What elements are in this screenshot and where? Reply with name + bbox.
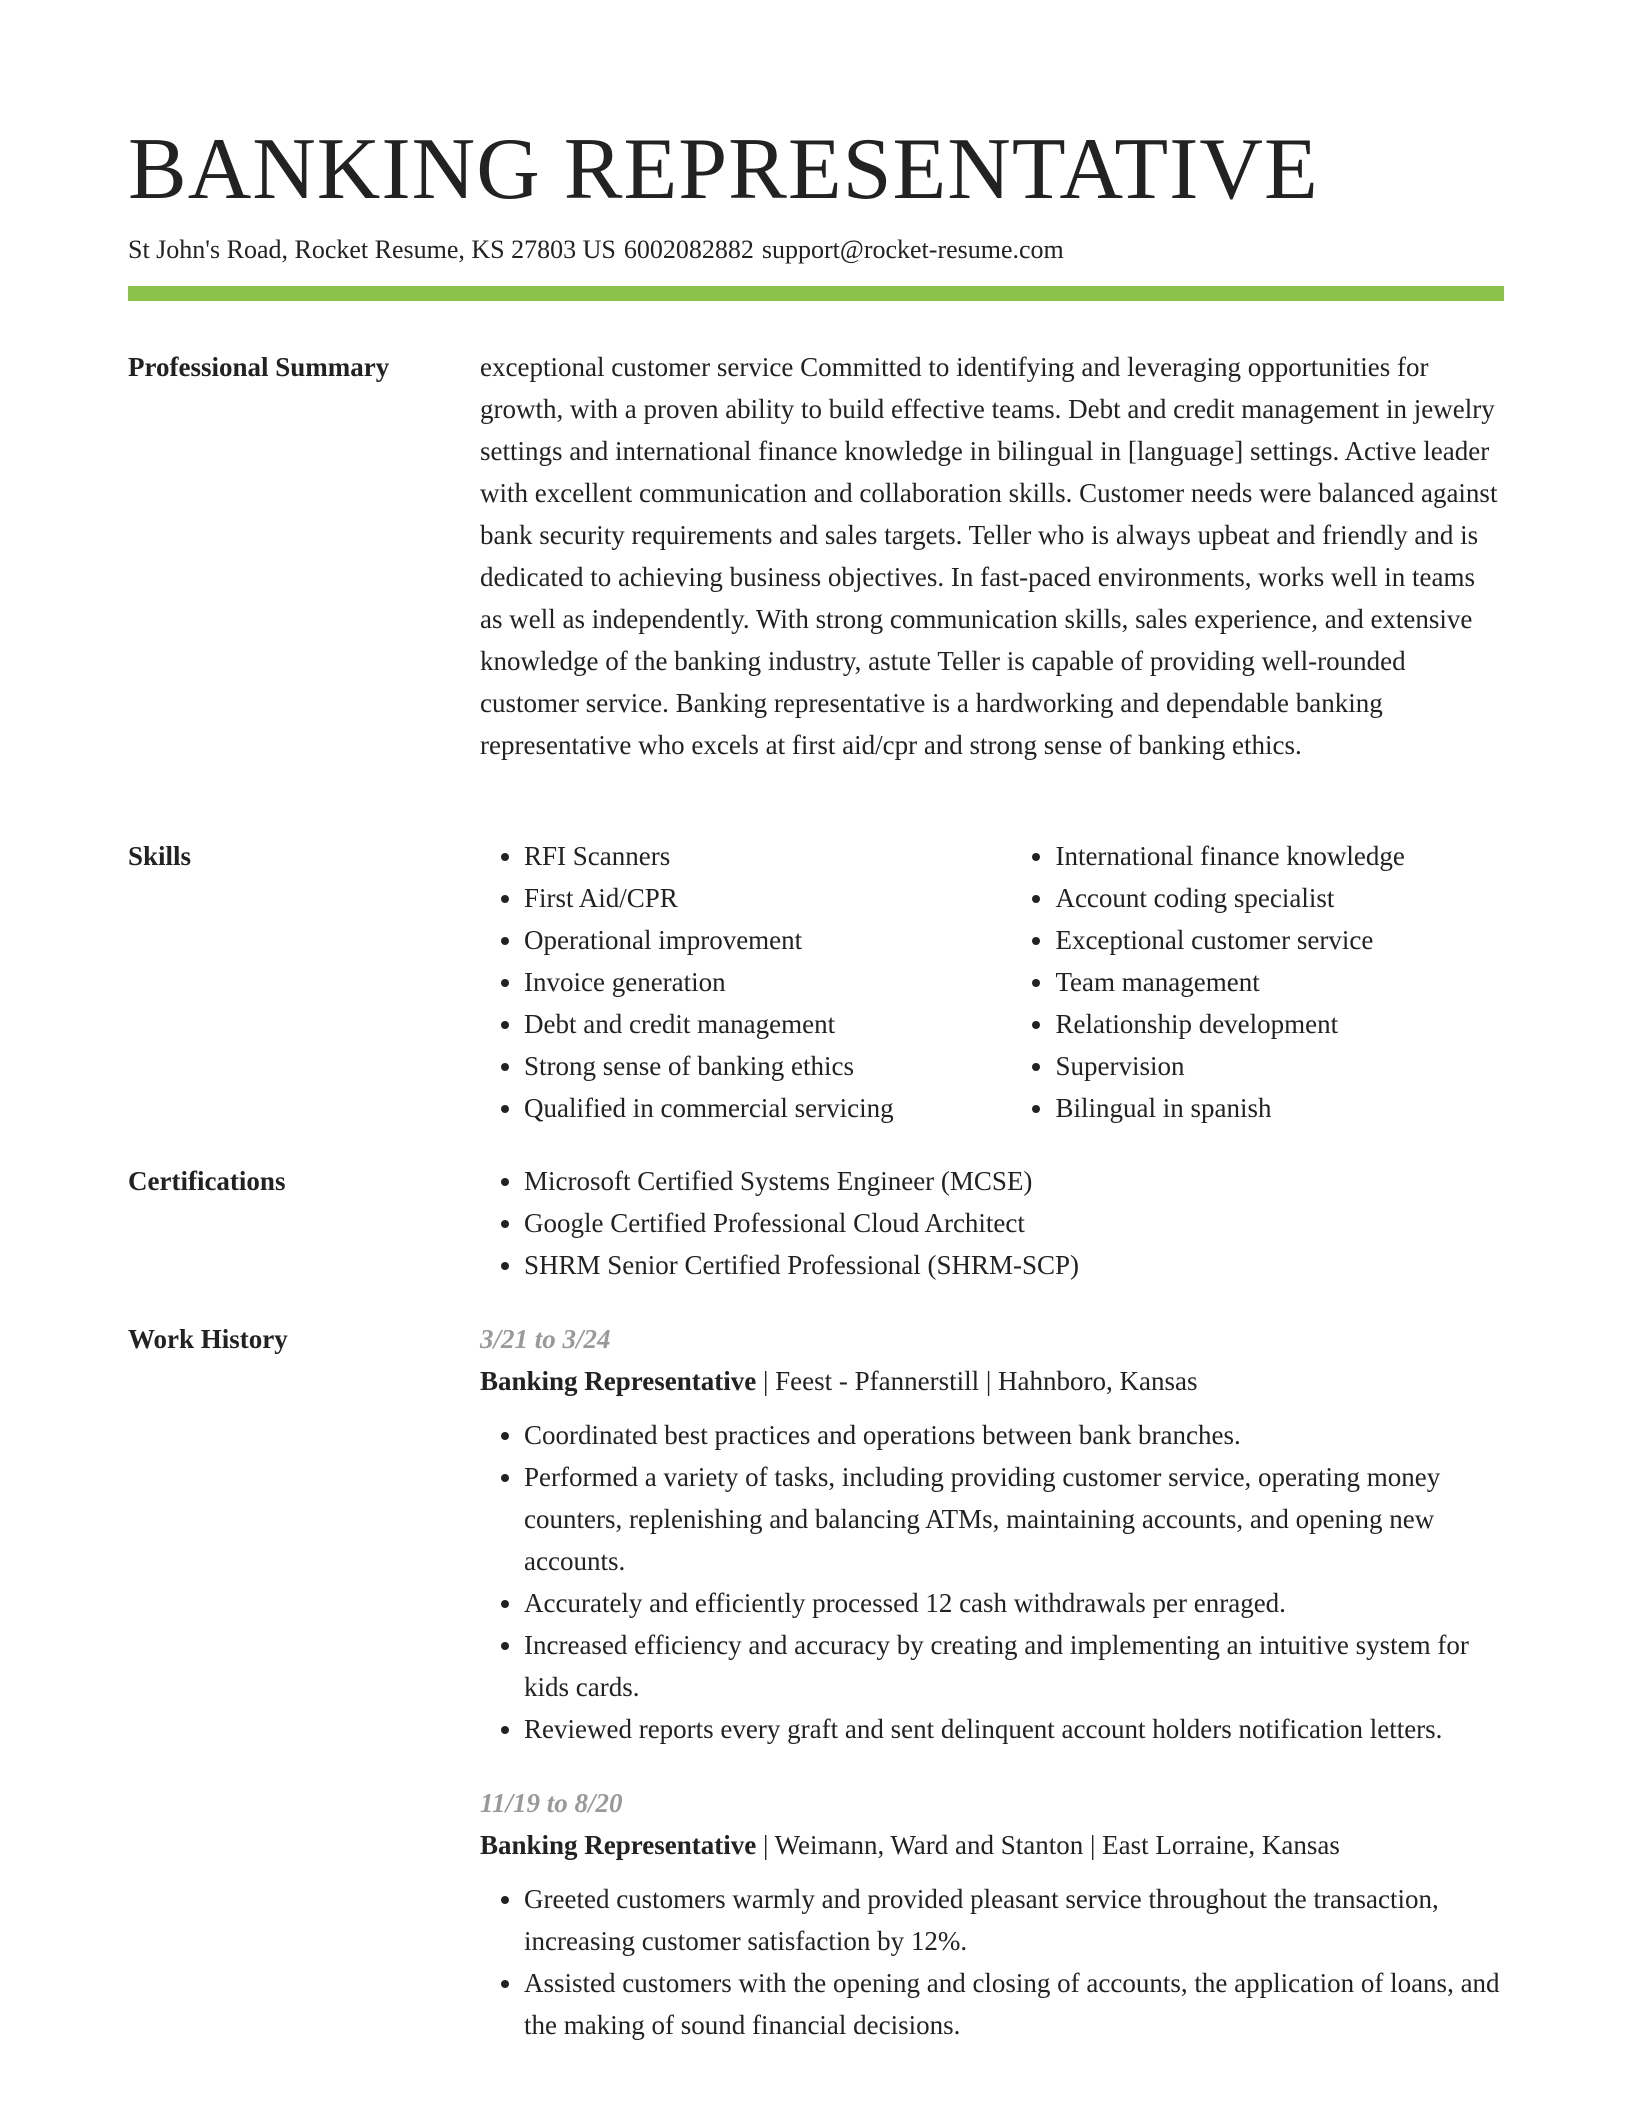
skills-heading: Skills <box>128 841 192 871</box>
job-bullets <box>480 1414 1504 1750</box>
job-bullet: • Performed a variety of tasks, including providing customer service, operating money counters, replenishing and balancing ATMs, maintaining accounts, and opening new accounts. <box>524 1456 1504 1582</box>
job-bullet: • Coordinated best practices and operations between bank branches. <box>524 1414 1504 1456</box>
summary-text: exceptional customer service Committed to identifying and leveraging opportunities for growth, with a proven ability to build effective teams. Debt and credit management in jewelry settings and international finance knowledge in bilingual in [language] settings. Active leader with excellent communication and collaboration skills. Customer needs were balanced against bank security requirements and sales targets. Teller who is always upbeat and friendly and is dedicated to achieving business objectives. In fast-paced environments, works well in teams as well as independently. With strong communication skills, sales experience, and extensive knowledge of the banking industry, astute Teller is capable of providing well-rounded customer service. Banking representative is a hardworking and dependable banking representative who excels at first aid/cpr and strong sense of banking ethics. <box>480 352 1498 760</box>
summary-content <box>480 346 1504 766</box>
certification-item: • SHRM Senior Certified Professional (SHRM-SCP) <box>524 1244 1504 1286</box>
job-entry <box>480 1318 1504 1750</box>
skill-item: • Qualified in commercial servicing <box>524 1087 1015 1129</box>
certifications-list <box>480 1160 1504 1286</box>
job-heading <box>480 1360 1504 1402</box>
job-bullet: • Greeted customers warmly and provided pleasant service throughout the transaction, increasing customer satisfaction by 12%. <box>524 1878 1504 1962</box>
skill-item: • Team management <box>1055 961 1504 1003</box>
work-history-heading: Work History <box>128 1324 288 1354</box>
job-date: 3/21 to 3/24 <box>480 1324 611 1354</box>
job-title: Banking Representative <box>480 1830 757 1860</box>
skill-item: • First Aid/CPR <box>524 877 1015 919</box>
summary-heading: Professional Summary <box>128 352 390 382</box>
skill-item: • International finance knowledge <box>1055 835 1504 877</box>
contact-line <box>128 232 1504 268</box>
work-history-content <box>480 1318 1504 2078</box>
certifications-heading: Certifications <box>128 1166 286 1196</box>
certification-item: • Microsoft Certified Systems Engineer (MCSE) <box>524 1160 1504 1202</box>
skill-item: • Exceptional customer service <box>1055 919 1504 961</box>
skills-list-right <box>1015 835 1504 1129</box>
skills-content <box>480 835 1504 1129</box>
accent-divider <box>128 286 1504 301</box>
certifications-content <box>480 1160 1504 1286</box>
job-date: 11/19 to 8/20 <box>480 1788 623 1818</box>
skill-item: • Bilingual in spanish <box>1055 1087 1504 1129</box>
candidate-title: BANKING REPRESENTATIVE <box>128 121 1319 218</box>
job-details: | Feest - Pfannerstill | Hahnboro, Kansas <box>756 1366 1198 1396</box>
job-bullet: • Increased efficiency and accuracy by creating and implementing an intuitive system for kids cards. <box>524 1624 1504 1708</box>
job-bullet: • Accurately and efficiently processed 12 cash withdrawals per enraged. <box>524 1582 1504 1624</box>
contact-email: support@rocket-resume.com <box>761 235 1064 264</box>
job-heading <box>480 1824 1504 1866</box>
certification-item: • Google Certified Professional Cloud Architect <box>524 1202 1504 1244</box>
job-bullets <box>480 1878 1504 2046</box>
job-bullet: • Assisted customers with the opening and closing of accounts, the application of loans, and the making of sound financial decisions. <box>524 1962 1504 2046</box>
skill-item: • Operational improvement <box>524 919 1015 961</box>
skill-item: • Debt and credit management <box>524 1003 1015 1045</box>
skill-item: • RFI Scanners <box>524 835 1015 877</box>
skill-item: • Supervision <box>1055 1045 1504 1087</box>
skill-item: • Invoice generation <box>524 961 1015 1003</box>
skill-item: • Relationship development <box>1055 1003 1504 1045</box>
skill-item: • Account coding specialist <box>1055 877 1504 919</box>
job-entry <box>480 1782 1504 2046</box>
skill-item: • Strong sense of banking ethics <box>524 1045 1015 1087</box>
contact-phone: 6002082882 <box>623 235 754 264</box>
job-bullet: • Reviewed reports every graft and sent delinquent account holders notification letters. <box>524 1708 1504 1750</box>
skills-list-left <box>480 835 1015 1129</box>
resume-header <box>128 118 1504 268</box>
job-title: Banking Representative <box>480 1366 757 1396</box>
contact-address: St John's Road, Rocket Resume, KS 27803 US <box>128 235 616 264</box>
job-details: | Weimann, Ward and Stanton | East Lorraine, Kansas <box>756 1830 1340 1860</box>
